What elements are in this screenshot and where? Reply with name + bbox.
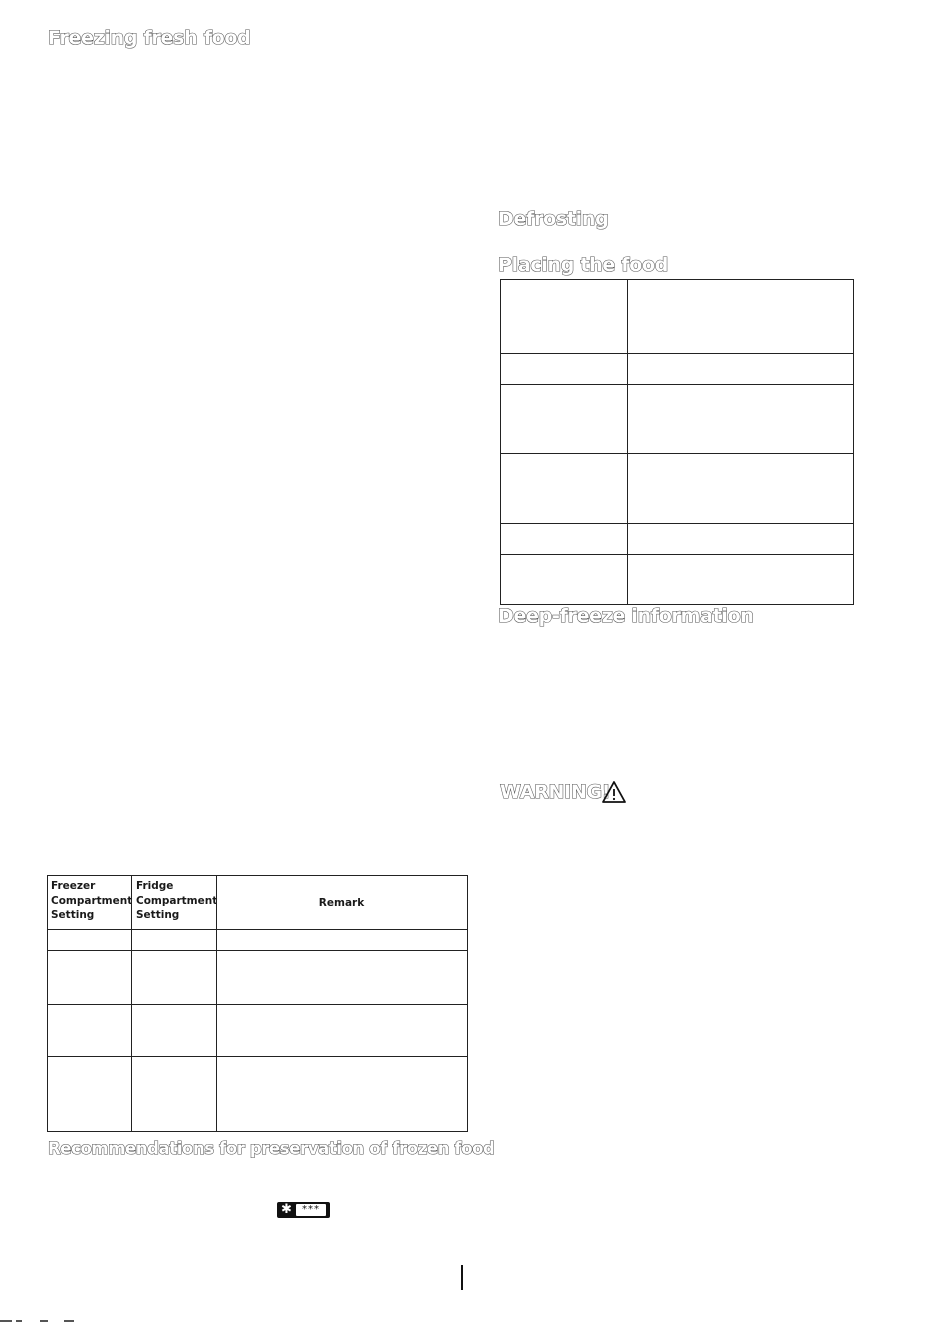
- heading-warning: WARNING!: [500, 781, 611, 803]
- placing-food-table: [500, 279, 854, 605]
- page-number-divider: [461, 1265, 463, 1290]
- header-remark: Remark: [318, 897, 365, 909]
- heading-freezing-fresh-food: Freezing fresh food: [48, 27, 251, 49]
- table-row: [48, 951, 467, 1005]
- table-column-divider: [131, 876, 132, 1131]
- star-rating: ***: [296, 1204, 326, 1216]
- heading-placing-the-food: Placing the food: [498, 254, 669, 276]
- table-row: [48, 1057, 467, 1132]
- table-row: [48, 930, 467, 951]
- table-row: [501, 280, 853, 354]
- table-row: [48, 1005, 467, 1057]
- table-row: [501, 454, 853, 524]
- table-header-row: [48, 876, 467, 930]
- table-column-divider: [627, 280, 628, 604]
- freezer-star-rating-badge: [277, 1202, 330, 1218]
- table-row: [501, 385, 853, 454]
- table-row: [501, 555, 853, 605]
- heading-deep-freeze-information: Deep-freeze information: [498, 605, 754, 627]
- header-fridge-setting: Fridge Compartment Setting: [136, 880, 218, 921]
- compartment-settings-table: [47, 875, 468, 1132]
- warning-triangle-icon: [601, 780, 627, 804]
- table-row: [501, 524, 853, 555]
- snowflake-icon: ✱: [281, 1202, 292, 1217]
- table-row: [501, 354, 853, 385]
- cropped-text-strip: [0, 1318, 933, 1324]
- heading-defrosting: Defrosting: [498, 208, 609, 230]
- table-column-divider: [216, 876, 217, 1131]
- heading-recommendations: Recommendations for preservation of frozen food: [48, 1139, 495, 1158]
- header-freezer-setting: Freezer Compartment Setting: [51, 880, 133, 921]
